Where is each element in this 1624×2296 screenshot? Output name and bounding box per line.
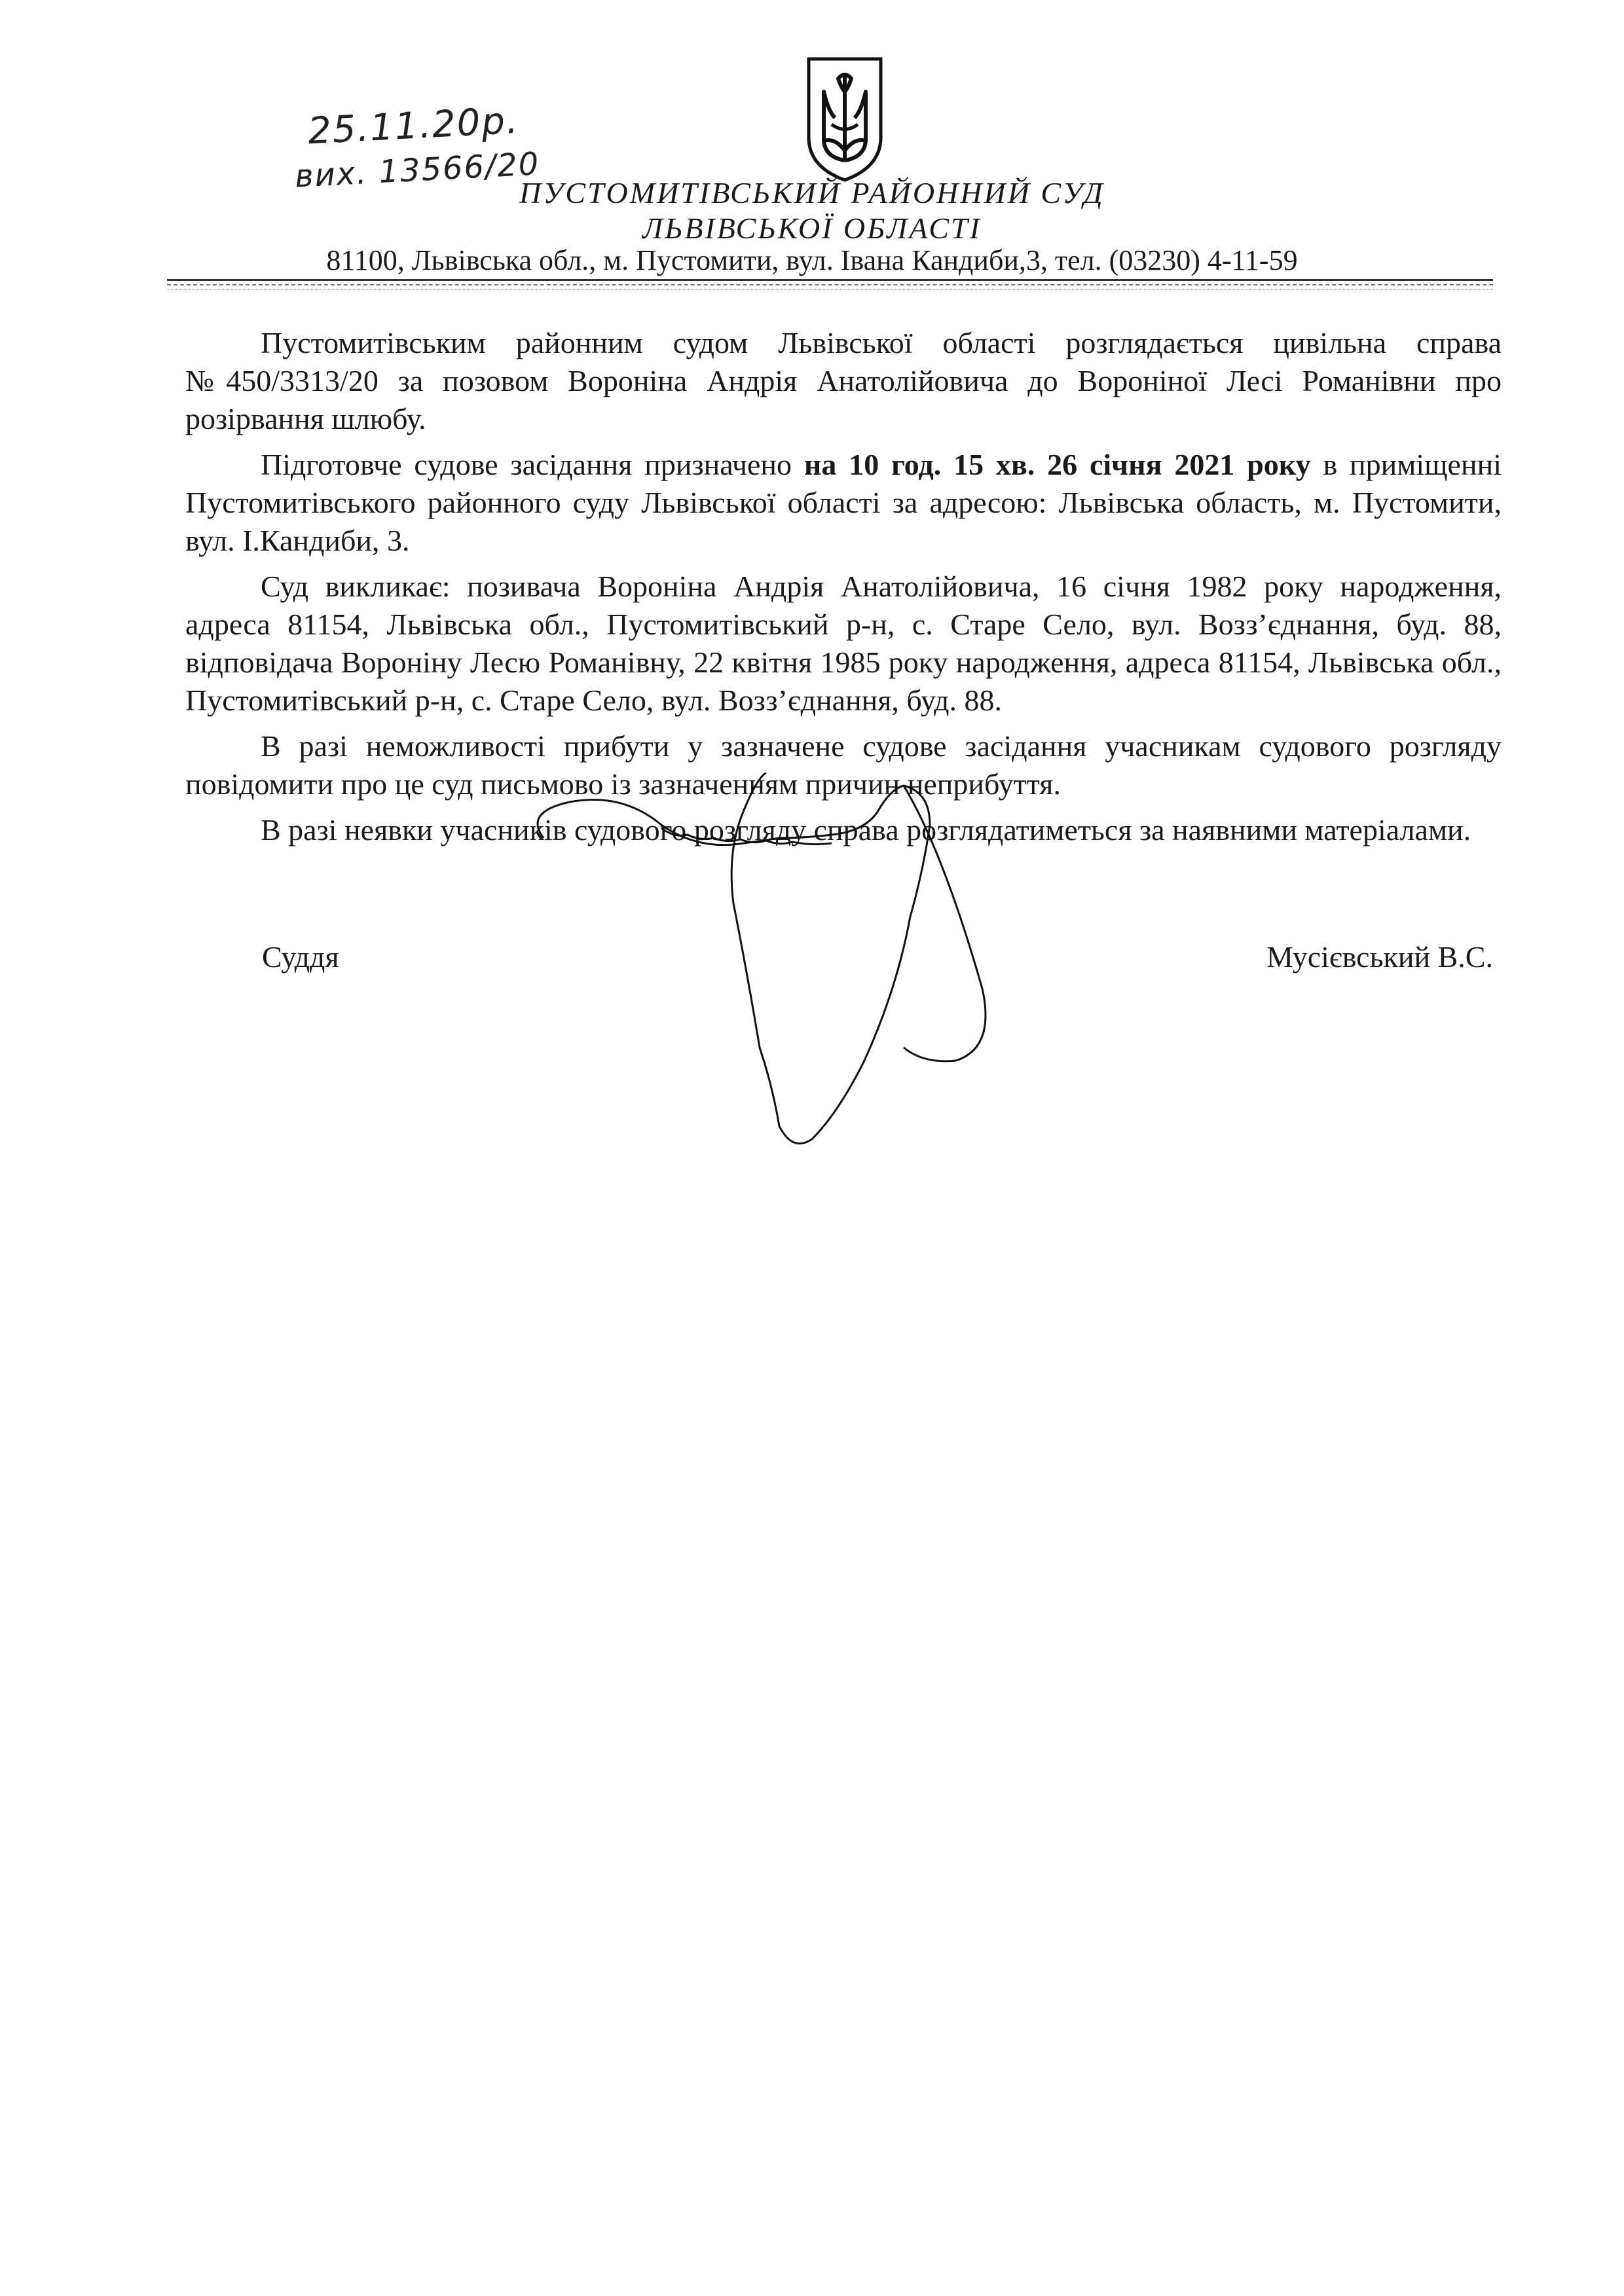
- court-name: ПУСТОМИТІВСЬКИЙ РАЙОННИЙ СУД: [519, 176, 1105, 210]
- paragraph-case-description: Пустомитівським районним судом Львівської області розглядається цивільна справа №450/3313/20 за позовом Вороніна Андрія Анатолійовича до Вороніної Лесі Романівни про розірвання шлюбу.: [185, 326, 1502, 435]
- signatory-name: Мусієвський В.С.: [1266, 940, 1493, 974]
- paragraph-summoned-parties: Суд викликає: позивача Вороніна Андрія Анатолійовича, 16 січня 1982 року народження, адреса 81154, Львівська обл., Пустомитівський р-н, с. Старе Село, вул. Возз’єднання, буд. 88, відповідача Вороніну Лесю Романівну, 22 квітня 1985 року народження, адреса 81154, Львівська обл., Пустомитівський р-н, с. Старе Село, вул. Возз’єднання, буд. 88.: [185, 570, 1502, 717]
- hearing-text-end: в приміщенні Пустомитівського районного суду Львівської області за адресою: Львівська область, м. Пустомити, вул. І.Кандиби, 3.: [185, 448, 1502, 557]
- header-divider: [167, 289, 1493, 290]
- paragraph-hearing-date: [185, 446, 1502, 560]
- header-divider: [167, 279, 1493, 281]
- hearing-text-start: Підготовче судове засідання призначено: [261, 448, 804, 481]
- court-address: 81100, Львівська обл., м. Пустомити, вул. Івана Кандиби,3, тел. (03230) 4-11-59: [326, 244, 1298, 276]
- trident-coat-of-arms-icon: [799, 52, 891, 183]
- court-region: ЛЬВІВСЬКОЇ ОБЛАСТІ: [642, 211, 982, 245]
- handwritten-date: 25.11.20р.: [306, 99, 521, 153]
- handwritten-outgoing-number: вих. 13566/20: [293, 145, 541, 195]
- paragraph-default-proceedings: В разі неявки учасників судового розгляду справа розглядатиметься за наявними матеріалами.: [261, 813, 1471, 847]
- hearing-datetime: на 10 год. 15 хв. 26 січня 2021 року: [803, 448, 1311, 481]
- paragraph-absence-notice: В разі неможливості прибути у зазначене судове засідання учасникам судового розгляду повідомити про це суд письмово із зазначенням причин неприбуття.: [185, 729, 1502, 801]
- header-divider: [167, 284, 1493, 285]
- signatory-title: Суддя: [262, 940, 339, 974]
- judge-signature: [498, 773, 1022, 1198]
